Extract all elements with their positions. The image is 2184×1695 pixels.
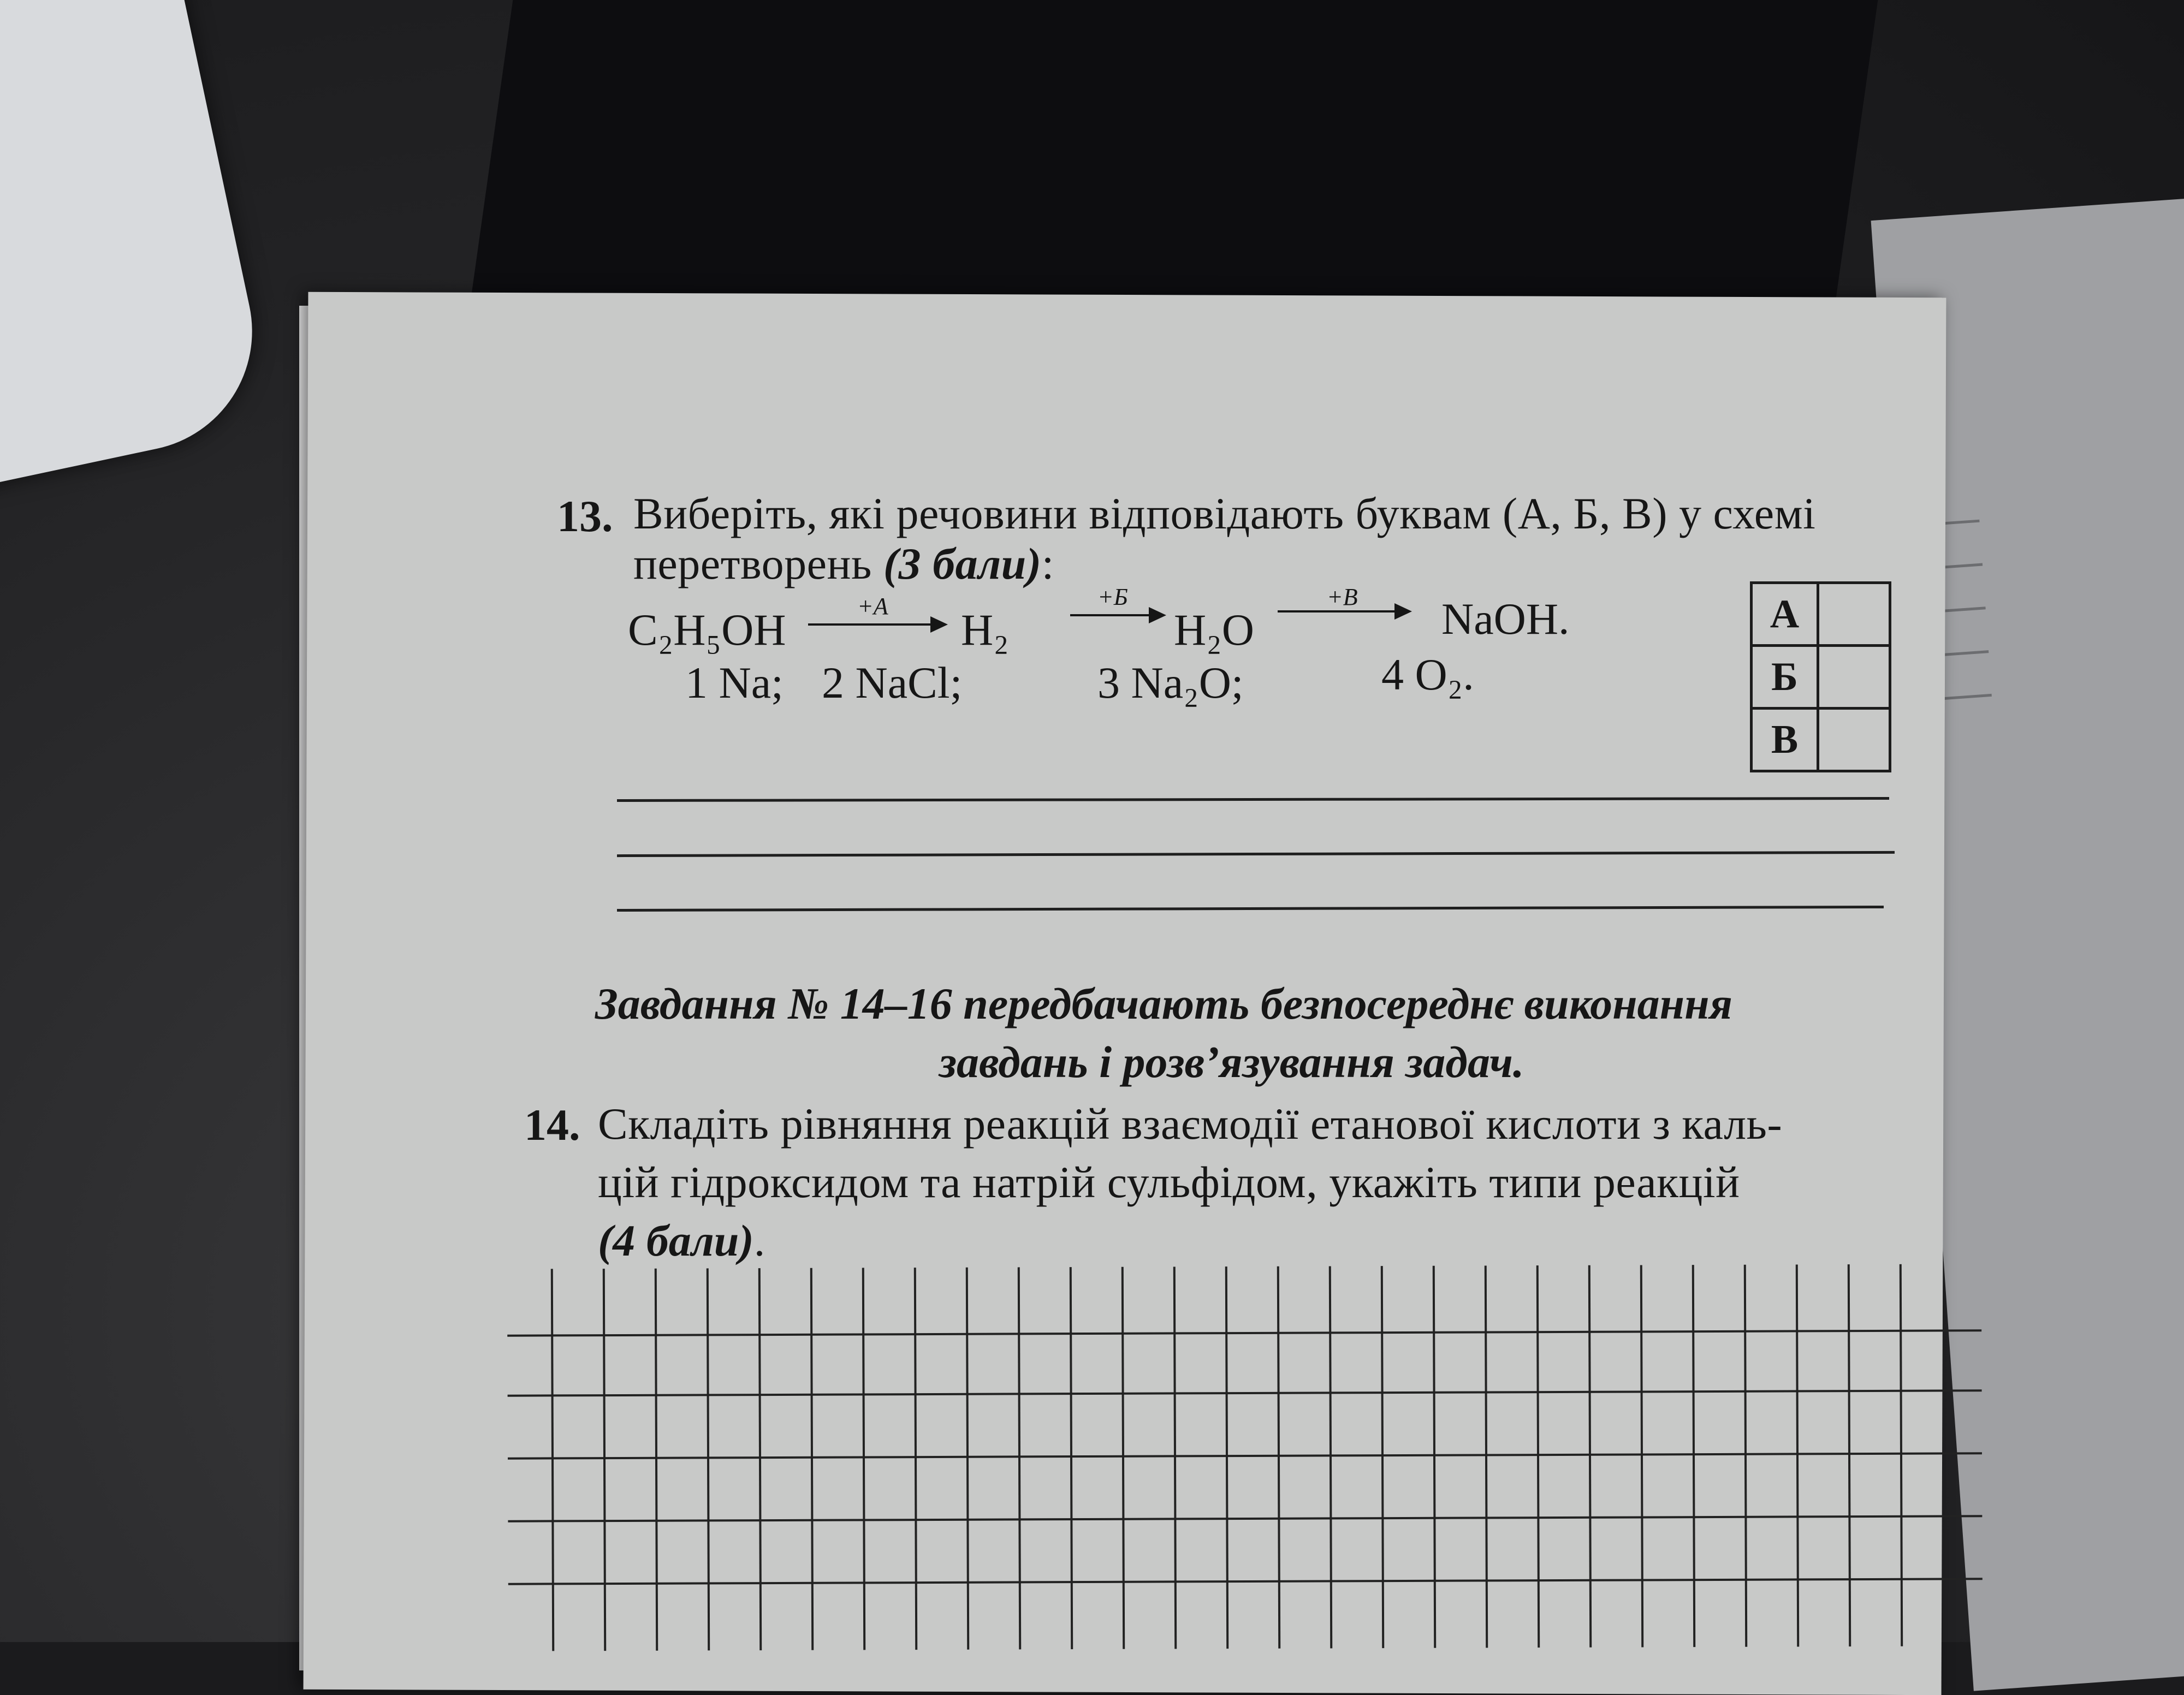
answer-label-a: А — [1752, 583, 1818, 646]
scheme-step2: H₂O — [1174, 605, 1255, 655]
grid-vline — [1536, 1265, 1540, 1648]
grid-vline — [1277, 1266, 1280, 1649]
dark-laptop — [470, 0, 1878, 306]
grid-vline — [1018, 1267, 1021, 1649]
grid-vline — [1070, 1267, 1073, 1649]
scheme-step1: H₂ — [961, 605, 1009, 655]
grid-vline — [914, 1268, 917, 1650]
task13-points: (3 бали) — [883, 539, 1042, 588]
option-1: 1 Na; — [685, 658, 784, 707]
grid-vline — [1588, 1265, 1592, 1648]
grid-vline — [1744, 1265, 1747, 1647]
task13-number: 13. — [557, 491, 613, 541]
grid-vline — [1433, 1266, 1436, 1648]
instruction-line1: Завдання № 14–16 передбачають безпосереднє виконання — [595, 979, 1732, 1028]
grid-vline — [1173, 1266, 1177, 1649]
task13-text-line2-word: перетворень — [633, 539, 872, 588]
scheme-start: C₂H₅OH — [628, 605, 786, 655]
grid-hline — [508, 1515, 1982, 1522]
answer-cell-v[interactable] — [1818, 709, 1890, 771]
grid-vline — [655, 1269, 658, 1651]
scheme-step3: NaOH. — [1441, 594, 1570, 644]
grid-vline — [966, 1268, 969, 1650]
grid-hline — [508, 1578, 1983, 1585]
grid-vline — [551, 1269, 554, 1651]
answer-label-b: Б — [1752, 646, 1818, 709]
task13-text-line1: Виберіть, які речовини відповідають буквам (А, Б, В) у схемі — [633, 489, 1816, 538]
grid-vline — [707, 1268, 710, 1650]
grid-vline — [810, 1268, 814, 1650]
arrow1 — [808, 623, 945, 626]
grid-vline — [1225, 1266, 1228, 1649]
option-3: 3 Na₂O; — [1097, 658, 1244, 707]
grid-vline — [1900, 1264, 1903, 1646]
grid-vline — [1796, 1264, 1799, 1646]
grid-vline — [758, 1268, 762, 1650]
arrow1-label: +А — [857, 593, 888, 620]
task13-colon: : — [1041, 539, 1054, 588]
grid-vline — [603, 1269, 606, 1651]
grid-vline — [1381, 1266, 1384, 1648]
option-2: 2 NaCl; — [822, 658, 963, 707]
answer-label-v: В — [1752, 709, 1818, 771]
arrow3 — [1278, 610, 1409, 612]
arrow2-label: +Б — [1097, 584, 1128, 610]
answer-cell-b[interactable] — [1818, 646, 1890, 709]
option-4: 4 O₂. — [1381, 650, 1474, 699]
arrow2 — [1070, 614, 1163, 616]
grid-hline — [508, 1452, 1982, 1459]
task14-number: 14. — [524, 1100, 580, 1150]
grid-vline — [1329, 1266, 1332, 1648]
grid-hline — [508, 1389, 1982, 1396]
task14-period: . — [753, 1216, 765, 1265]
grid-vline — [862, 1268, 865, 1650]
task14-line2: цій гідроксидом та натрій сульфідом, укажіть типи реакцій — [598, 1157, 1740, 1207]
grid-vline — [1485, 1265, 1488, 1648]
instruction-line2: завдань і розв’язування задач. — [939, 1037, 1524, 1087]
task14-points: (4 бали) — [598, 1216, 754, 1265]
task14-points-line — [598, 1218, 765, 1263]
arrow3-label: +В — [1327, 584, 1358, 610]
grid-vline — [1121, 1267, 1125, 1649]
task14-line1: Складіть рівняння реакцій взаємодії етанової кислоти з каль- — [598, 1099, 1783, 1149]
answer-table — [1750, 581, 1891, 772]
grid-vline — [1640, 1265, 1643, 1647]
answer-grid[interactable] — [507, 1264, 1983, 1651]
grid-vline — [1692, 1265, 1695, 1647]
grid-hline — [507, 1329, 1981, 1336]
grid-vline — [1848, 1264, 1851, 1646]
answer-cell-a[interactable] — [1818, 583, 1890, 646]
task13-text-line2 — [633, 539, 1054, 588]
